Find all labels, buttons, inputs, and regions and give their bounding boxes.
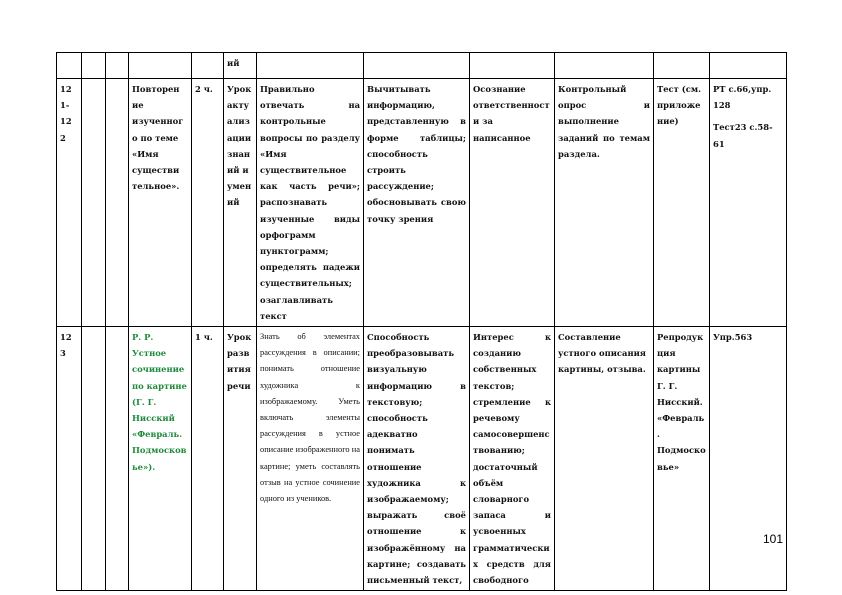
lesson-plan-table: [56, 52, 787, 591]
lesson-type-cell: Урок развития речи: [224, 327, 257, 591]
hours-cell: [192, 53, 224, 79]
lesson-topic-cell: [129, 53, 192, 79]
subject-results-cell: Правильно отвечать на контрольные вопросы по разделу «Имя существительное как часть речи»; распознавать изученные виды орфограмм пунктограмм; определять падежи существительных; озаглавливать текст: [257, 79, 364, 327]
date-plan-cell: [82, 53, 106, 79]
control-cell: Контрольный опрос и выполнение заданий по темам раздела.: [555, 79, 654, 327]
subject-results-cell: Знать об элементах рассуждения в описании; понимать отношение художника к изображаемому. Уметь включать элементы рассуждения в устное описание изображенного на картине; уметь составлять отзыв на устное сочинение одного из учеников.: [257, 327, 364, 591]
lesson-type-cell: Урок актуализации знаний и умений: [224, 79, 257, 327]
personal-results-cell: [470, 53, 555, 79]
subject-results-cell: [257, 53, 364, 79]
metasubject-results-cell: Способность преобразовывать визуальную информацию в текстовую; способность адекватно понимать отношение художника к изображаемому; выражать своё отношение к изображённому на картине; создавать письменный текст,: [364, 327, 470, 591]
lesson-topic-cell: Повторен ие изученног о по теме «Имя существи тельное».: [129, 79, 192, 327]
metasubject-results-cell: [364, 53, 470, 79]
equipment-cell: Тест (см. приложение): [654, 79, 710, 327]
lesson-topic-cell: Р. Р. Устное сочинение по картине (Г. Г. Нисский «Февраль. Подмосковье»).: [129, 327, 192, 591]
table-row: [57, 53, 787, 79]
table-row: [57, 79, 787, 327]
date-fact-cell: [106, 79, 129, 327]
hours-cell: 1 ч.: [192, 327, 224, 591]
date-fact-cell: [106, 327, 129, 591]
table-row: [57, 327, 787, 591]
homework-cell: [710, 79, 787, 327]
personal-results-cell: Осознание ответственности за написанное: [470, 79, 555, 327]
homework-cell: [710, 53, 787, 79]
homework-line: РТ с.66,упр. 128: [713, 84, 772, 111]
equipment-cell: [654, 53, 710, 79]
lesson-type-cell: ий: [224, 53, 257, 79]
page-number: 101: [763, 532, 784, 546]
personal-results-cell: Интерес к созданию собственных текстов; стремление к речевому самосовершенствованию; достаточный объём словарного запаса и усвоенных грамматических средств для свободного: [470, 327, 555, 591]
homework-line: Тест23 с.58-61: [713, 122, 773, 149]
metasubject-results-cell: Вычитывать информацию, представленную в форме таблицы; способность строить рассуждение; обосновывать свою точку зрения: [364, 79, 470, 327]
date-plan-cell: [82, 79, 106, 327]
lesson-number-cell: 12 3: [57, 327, 82, 591]
date-fact-cell: [106, 53, 129, 79]
date-plan-cell: [82, 327, 106, 591]
homework-cell: Упр.563: [710, 327, 787, 591]
control-cell: Составление устного описания картины, отзыва.: [555, 327, 654, 591]
hours-cell: 2 ч.: [192, 79, 224, 327]
lesson-number-cell: 12 1- 12 2: [57, 79, 82, 327]
lesson-number-cell: [57, 53, 82, 79]
control-cell: [555, 53, 654, 79]
equipment-cell: Репродукция картины Г. Г. Нисский. «Февраль. Подмосковье»: [654, 327, 710, 591]
